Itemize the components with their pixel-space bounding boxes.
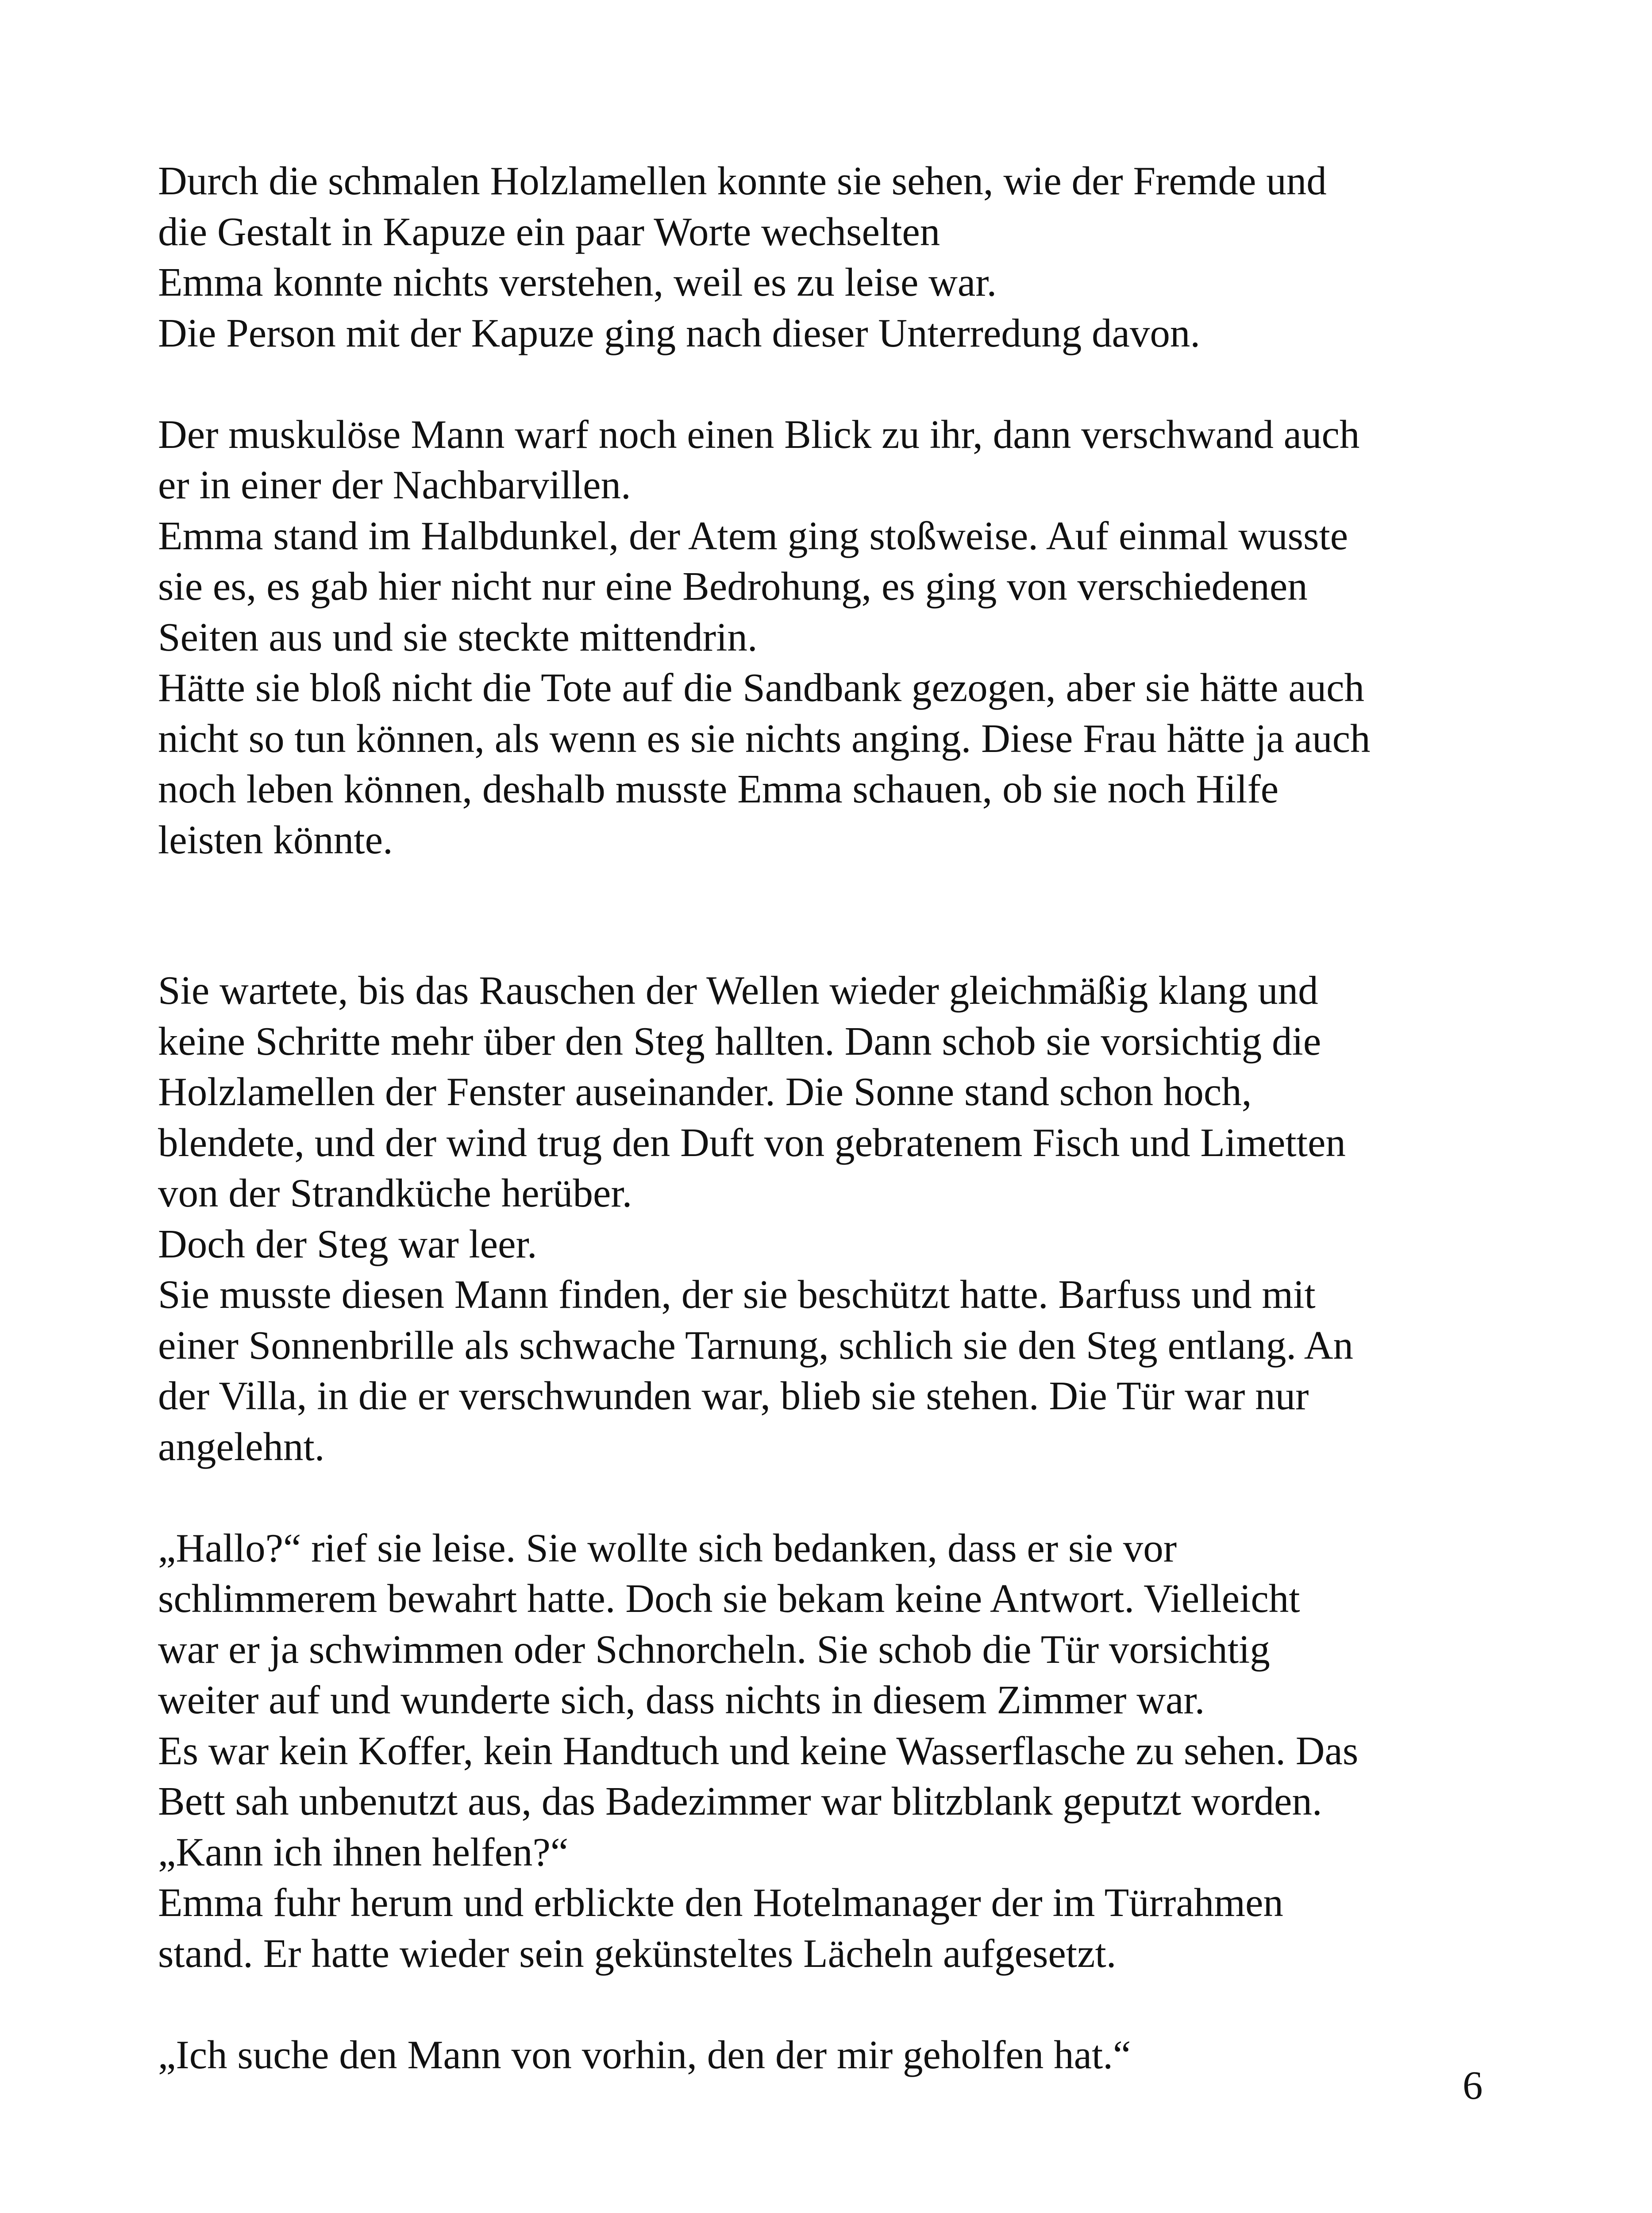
text-line: der Villa, in die er verschwunden war, blieb sie stehen. Die Tür war nur [158,1373,1309,1418]
paragraph-spacer [158,359,1530,409]
text-line: von der Strandküche herüber. [158,1171,632,1215]
text-line: nicht so tun können, als wenn es sie nichts anging. Diese Frau hätte ja auch [158,716,1371,761]
text-line: noch leben können, deshalb musste Emma schauen, ob sie noch Hilfe [158,767,1279,811]
text-line: weiter auf und wunderte sich, dass nichts in diesem Zimmer war. [158,1677,1205,1722]
paragraph-3 [158,965,1530,1472]
text-line: Es war kein Koffer, kein Handtuch und keine Wasserflasche zu sehen. Das [158,1728,1359,1773]
text-line: leisten könnte. [158,817,393,862]
text-line: schlimmerem bewahrt hatte. Doch sie bekam keine Antwort. Vielleicht [158,1576,1300,1621]
text-line: einer Sonnenbrille als schwache Tarnung, schlich sie den Steg entlang. An [158,1322,1354,1368]
text-line: Seiten aus und sie steckte mittendrin. [158,614,758,659]
text-line: „Ich suche den Mann von vorhin, den der mir geholfen hat.“ [158,2032,1131,2077]
text-line: Bett sah unbenutzt aus, das Badezimmer war blitzblank geputzt worden. [158,1779,1322,1824]
text-line: Die Person mit der Kapuze ging nach dieser Unterredung davon. [158,310,1201,355]
text-line: blendete, und der wind trug den Duft von gebratenem Fisch und Limetten [158,1120,1346,1165]
text-line: angelehnt. [158,1424,325,1469]
text-line: Emma konnte nichts verstehen, weil es zu leise war. [158,260,997,305]
paragraph-2 [158,409,1530,866]
body-text [158,156,1530,2080]
paragraph-5 [158,2030,1530,2081]
text-line: Der muskulöse Mann warf noch einen Blick zu ihr, dann verschwand auch [158,412,1360,457]
paragraph-spacer [158,1979,1530,2030]
text-line: Emma fuhr herum und erblickte den Hotelmanager der im Türrahmen [158,1880,1283,1925]
text-line: keine Schritte mehr über den Steg hallten. Dann schob sie vorsichtig die [158,1018,1321,1064]
paragraph-1 [158,156,1530,359]
text-line: er in einer der Nachbarvillen. [158,463,631,507]
text-line: Sie wartete, bis das Rauschen der Wellen wieder gleichmäßig klang und [158,968,1318,1013]
text-line: Sie musste diesen Mann finden, der sie beschützt hatte. Barfuss und mit [158,1272,1316,1317]
text-line: Doch der Steg war leer. [158,1221,537,1266]
text-line: stand. Er hatte wieder sein gekünsteltes Lächeln aufgesetzt. [158,1931,1117,1976]
text-line: die Gestalt in Kapuze ein paar Worte wechselten [158,209,940,254]
text-line: Holzlamellen der Fenster auseinander. Die Sonne stand schon hoch, [158,1069,1252,1114]
page-number: 6 [1463,2063,1483,2108]
text-line: „Kann ich ihnen helfen?“ [158,1829,569,1874]
paragraph-spacer [158,865,1530,965]
text-line: war er ja schwimmen oder Schnorcheln. Sie schob die Tür vorsichtig [158,1627,1270,1672]
text-line: sie es, es gab hier nicht nur eine Bedrohung, es ging von verschiedenen [158,564,1308,609]
text-line: Emma stand im Halbdunkel, der Atem ging stoßweise. Auf einmal wusste [158,513,1348,558]
paragraph-spacer [158,1472,1530,1523]
text-line: Durch die schmalen Holzlamellen konnte sie sehen, wie der Fremde und [158,158,1327,203]
text-line: „Hallo?“ rief sie leise. Sie wollte sich bedanken, dass er sie vor [158,1525,1177,1570]
paragraph-4 [158,1523,1530,1979]
text-line: Hätte sie bloß nicht die Tote auf die Sandbank gezogen, aber sie hätte auch [158,665,1365,710]
